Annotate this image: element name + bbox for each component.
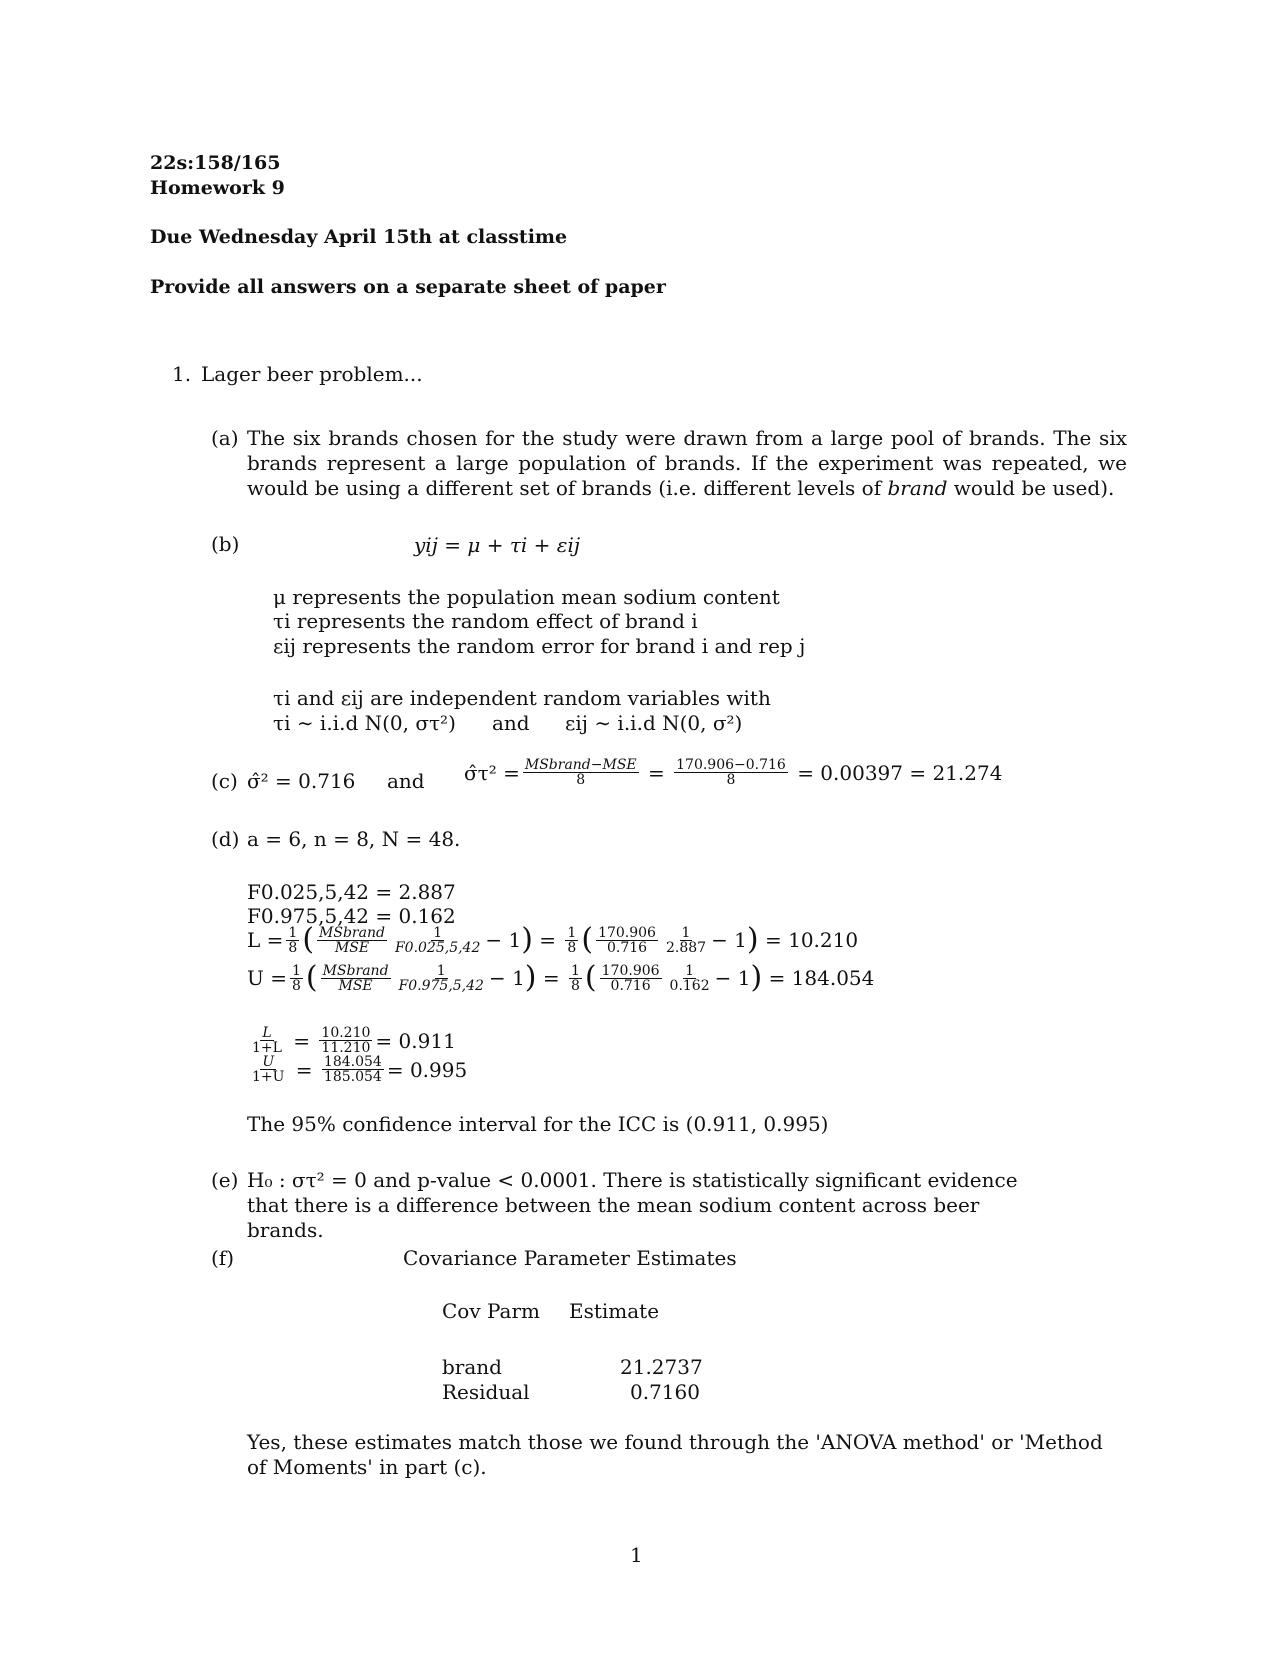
part-a-label: (a) — [211, 426, 239, 450]
icc-upper: $\frac{U}{1+U}$ = $\frac{184.054}{185.054}$ = 0.995 — [252, 1054, 468, 1085]
mu-definition: μ represents the population mean sodium content — [273, 585, 780, 609]
part-e-label: (e) — [211, 1168, 239, 1192]
f-critical-lower: F0.025,5,42 = 2.887 — [247, 880, 456, 904]
table-row-brand-estimate: 21.2737 — [620, 1355, 703, 1379]
sigma-tau-estimate: σ̂τ² = $\frac{\text{MSbrand−MSE}}{8}$ = $\frac{170.906-0.716}{8}$ = 0.00397 = 21.274 — [464, 757, 1003, 788]
independence-statement: τi and εij are independent random variables with — [273, 686, 771, 710]
question-text: Lager beer problem... — [201, 362, 423, 386]
tau-distribution: τi ∼ i.i.d N(0, στ²) — [273, 711, 456, 735]
table-row-residual-estimate: 0.7160 — [630, 1380, 700, 1404]
upper-bound-U: U = $\frac{1}{8}$ ( $\frac{\text{MSbrand}}{\text{MSE}}$ $\frac{1}{F0.975,5,42}$ − 1 ) = $\frac{1}{8}$ ( $\frac{170.906}{0.716}$ $\frac{1}{0.162}$ − 1 ) = 184.054 — [247, 960, 875, 995]
column-header-estimate: Estimate — [569, 1299, 660, 1323]
tau-definition: τi represents the random effect of brand i — [273, 609, 698, 633]
part-f-label: (f) — [211, 1246, 235, 1270]
eps-definition: εij represents the random error for brand i and rep j — [273, 634, 806, 658]
f-critical-upper: F0.975,5,42 = 0.162 — [247, 904, 456, 928]
homework-title: Homework 9 — [150, 177, 285, 199]
sigma-estimate: σ̂² = 0.716 — [247, 769, 356, 793]
design-parameters: a = 6, n = 8, N = 48. — [247, 827, 461, 851]
part-f-conclusion: Yes, these estimates match those we found through the 'ANOVA method' or 'Method of Moments' in part (c). — [247, 1430, 1103, 1479]
table-title: Covariance Parameter Estimates — [403, 1246, 737, 1270]
page-number: 1 — [630, 1543, 643, 1567]
confidence-interval: The 95% confidence interval for the ICC is (0.911, 0.995) — [247, 1112, 829, 1136]
part-d-label: (d) — [211, 827, 240, 851]
icc-lower: $\frac{L}{1+L}$ = $\frac{10.210}{11.210}$ = 0.911 — [252, 1025, 456, 1056]
table-row-residual-name: Residual — [442, 1380, 530, 1404]
instructions: Provide all answers on a separate sheet of paper — [150, 276, 666, 298]
part-a-text: The six brands chosen for the study were drawn from a large pool of brands. The six brands represent a large population of brands. If the experiment was repeated, we would be using a different set of brands (i.e. different levels of brand would be used). — [247, 426, 1127, 500]
due-date: Due Wednesday April 15th at classtime — [150, 226, 568, 248]
eps-distribution: εij ∼ i.i.d N(0, σ²) — [565, 711, 743, 735]
and-word-c: and — [387, 769, 425, 793]
part-e-text: H₀ : στ² = 0 and p-value < 0.0001. There is statistically significant evidence that there is a difference between the mean sodium content across beer brands. — [247, 1168, 1018, 1242]
course-number: 22s:158/165 — [150, 152, 281, 174]
column-header-cov-parm: Cov Parm — [442, 1299, 541, 1323]
part-c-label: (c) — [211, 769, 238, 793]
lower-bound-L: L = $\frac{1}{8}$ ( $\frac{\text{MSbrand}}{\text{MSE}}$ $\frac{1}{F0.025,5,42}$ − 1 ) = $\frac{1}{8}$ ( $\frac{170.906}{0.716}$ $\frac{1}{2.887}$ − 1 ) = 10.210 — [247, 922, 859, 957]
part-b-label: (b) — [211, 532, 240, 556]
question-number: 1. — [172, 362, 192, 386]
and-word: and — [492, 711, 530, 735]
model-equation: yij = μ + τi + εij — [414, 533, 581, 557]
table-row-brand-name: brand — [442, 1355, 502, 1379]
